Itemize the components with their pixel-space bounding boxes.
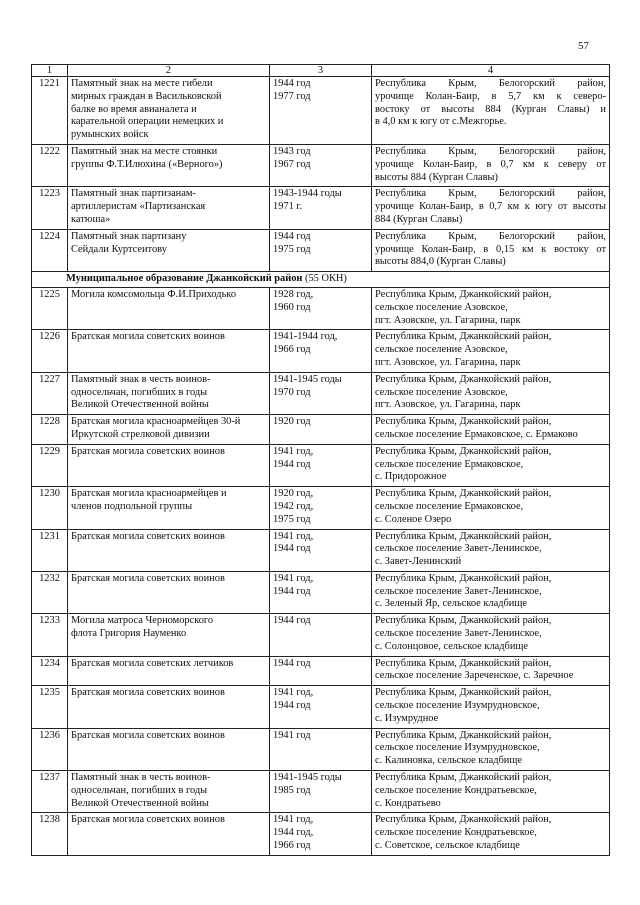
cell-line: Могила матроса Черноморского [71,615,214,627]
cell-line: балке во время авианалета и [71,103,197,115]
monument-dates [270,144,372,186]
section-count: (55 ОКН) [305,273,347,285]
monument-location [372,813,610,855]
table-row [32,444,610,486]
cell-line: Братская могила красноармейцев 30-й [71,416,241,428]
monument-name [68,372,270,414]
record-number: 1224 [32,229,68,271]
cell-line: с. Кондратьево [375,797,441,809]
table-body [32,65,610,856]
cell-line: артиллеристам «Партизанская [71,201,206,213]
cell-line: Республика Крым, Джанкойский район, [375,488,552,500]
cell-line: Могила комсомольца Ф.И.Приходько [71,288,237,300]
cell-line: Республика Крым, Белогорский район, [375,78,606,89]
cell-line: 1944 год [273,230,311,242]
cell-line: Памятный знак в честь воинов- [71,373,211,385]
cell-line: востоку от высоты 884 (Курган Славы) и [375,103,606,115]
table-row [32,287,610,329]
monument-location [372,287,610,329]
monument-dates [270,686,372,728]
cell-line: группы Ф.Т.Илюхина («Верного») [71,158,223,170]
monument-name [68,229,270,271]
cell-line: 1970 год [273,386,311,398]
monument-name [68,686,270,728]
table-row [32,77,610,145]
table-row [32,614,610,656]
monument-name [68,287,270,329]
cell-line: Республика Крым, Джанкойский район, [375,373,552,385]
cell-line: 1971 г. [273,201,303,213]
monument-location [372,529,610,571]
record-number: 1226 [32,330,68,372]
cell-line: 1944 год [273,543,311,555]
record-number: 1233 [32,614,68,656]
cell-line: Республика Крым, Белогорский район, [375,145,606,157]
cell-line: 1941-1945 годы [273,772,342,784]
cell-line: сельское поселение Ермаковское, с. Ермаково [375,428,578,440]
cell-line: с. Зеленый Яр, сельское кладбище [375,598,527,610]
monument-dates [270,77,372,145]
monument-dates [270,330,372,372]
monument-name [68,656,270,686]
record-number: 1225 [32,287,68,329]
cell-line: с. Придорожное [375,471,447,483]
cell-line: членов подпольной группы [71,500,193,512]
cell-line: Братская могила советских воинов [71,331,225,343]
cell-line: 1944 год, [273,827,314,839]
cell-line: Республика Крым, Джанкойский район, [375,657,552,669]
record-number: 1221 [32,77,68,145]
record-number: 1237 [32,771,68,813]
record-number: 1236 [32,728,68,770]
monument-location [372,571,610,613]
cell-line: 1960 год [273,301,311,313]
cell-line: 1943-1944 годы [273,188,342,200]
cell-line: 1966 год [273,344,311,356]
cell-line: с. Калиновка, сельское кладбище [375,755,522,767]
cell-line: урочище Колан-Баир, в 0,15 км к востоку от [375,243,606,255]
section-title: Муниципальное образование Джанкойский район [66,273,303,285]
record-number: 1235 [32,686,68,728]
monument-location [372,372,610,414]
monument-name [68,614,270,656]
record-number: 1222 [32,144,68,186]
cell-line: флота Григория Науменко [71,628,187,640]
column-number-row [32,65,610,77]
monument-name [68,813,270,855]
cell-line: Братская могила советских воинов [71,687,225,699]
cell-line: Республика Крым, Джанкойский район, [375,288,552,300]
record-number: 1229 [32,444,68,486]
record-number: 1223 [32,187,68,229]
cell-line: 1941-1944 год, [273,331,338,343]
monument-name [68,187,270,229]
cell-line: 1941 год [273,729,311,741]
cell-line: карательной операции немецких и [71,116,224,128]
monument-dates [270,656,372,686]
monuments-register-table [31,64,610,856]
cell-line: 1941 год, [273,445,314,457]
cell-line: Республика Крым, Джанкойский район, [375,729,552,741]
cell-line: Братская могила красноармейцев и [71,488,227,500]
cell-line: с. Советское, сельское кладбище [375,840,520,852]
cell-line: высоты 884,0 (Курган Славы) [375,256,506,268]
monument-name [68,415,270,445]
cell-line: 1941 год, [273,687,314,699]
cell-line: сельское поселение Кондратьевское, [375,827,537,839]
monument-dates [270,444,372,486]
cell-line: сельское поселение Изумрудновское, [375,742,540,754]
column-number-3: 3 [270,65,372,77]
cell-line: односельчан, погибших в годы [71,386,208,398]
record-number: 1238 [32,813,68,855]
table-row [32,656,610,686]
cell-line: Братская могила советских воинов [71,572,225,584]
cell-line: сельское поселение Азовское, [375,344,508,356]
cell-line: сельское поселение Азовское, [375,386,508,398]
cell-line: сельское поселение Ермаковское, [375,500,524,512]
cell-line: Великой Отечественной войны [71,399,209,411]
cell-line: 1975 год [273,513,311,525]
cell-line: с. Завет-Ленинский [375,556,462,568]
cell-line: Республика Крым, Джанкойский район, [375,687,552,699]
monument-dates [270,372,372,414]
monument-location [372,771,610,813]
cell-line: Великой Отечественной войны [71,797,209,809]
cell-line: 1941 год, [273,814,314,826]
monument-dates [270,415,372,445]
cell-line: сельское поселение Завет-Ленинское, [375,543,542,555]
cell-line: Памятный знак на месте гибели [71,78,213,89]
cell-line: 1942 год, [273,500,314,512]
cell-line: Братская могила советских летчиков [71,657,234,669]
cell-line: 1977 год [273,90,311,102]
monument-name [68,487,270,529]
cell-line: с. Соленое Озеро [375,513,452,525]
monument-location [372,330,610,372]
cell-line: высоты 884 (Курган Славы) [375,171,498,183]
cell-line: 1941 год, [273,572,314,584]
monument-dates [270,728,372,770]
cell-line: катюша» [71,213,111,225]
cell-line: Республика Крым, Джанкойский район, [375,416,552,428]
table-row [32,187,610,229]
cell-line: Республика Крым, Джанкойский район, [375,814,552,826]
table-row [32,229,610,271]
cell-line: румынских войск [71,129,149,141]
monument-location [372,444,610,486]
monument-dates [270,487,372,529]
cell-line: 1920 год [273,416,311,428]
table-row [32,144,610,186]
cell-line: 1928 год, [273,288,314,300]
cell-line: урочище Колан-Баир, в 5,7 км к северо- [375,90,606,102]
cell-line: Иркутской стрелковой дивизии [71,428,210,440]
table-row [32,415,610,445]
monument-location [372,77,610,145]
monument-location [372,656,610,686]
monument-name [68,77,270,145]
cell-line: пгт. Азовское, ул. Гагарина, парк [375,314,521,326]
table-row [32,487,610,529]
cell-line: Памятный знак на месте стоянки [71,145,218,157]
cell-line: Памятный знак партизану [71,230,187,242]
monument-name [68,144,270,186]
cell-line: пгт. Азовское, ул. Гагарина, парк [375,399,521,411]
monument-dates [270,813,372,855]
column-number-2: 2 [68,65,270,77]
cell-line: сельское поселение Завет-Ленинское, [375,628,542,640]
cell-line: урочище Колан-Баир, в 0,7 км к югу от высоты [375,201,606,213]
cell-line: односельчан, погибших в годы [71,784,208,796]
cell-line: сельское поселение Кондратьевское, [375,784,537,796]
cell-line: 1944 год [273,458,311,470]
cell-line: Республика Крым, Джанкойский район, [375,530,552,542]
cell-line: 1985 год [273,784,311,796]
monument-location [372,415,610,445]
table-row [32,686,610,728]
cell-line: 1941-1945 годы [273,373,342,385]
record-number: 1232 [32,571,68,613]
cell-line: Республика Крым, Джанкойский район, [375,772,552,784]
monument-dates [270,571,372,613]
monument-name [68,728,270,770]
cell-line: Республика Крым, Джанкойский район, [375,572,552,584]
cell-line: 1944 год [273,657,311,669]
cell-line: Памятный знак партизанам- [71,188,196,200]
monument-location [372,614,610,656]
cell-line: урочище Колан-Баир, в 0,7 км к северу от [375,158,606,170]
cell-line: 1920 год, [273,488,314,500]
monument-name [68,330,270,372]
cell-line: 1966 год [273,840,311,852]
monument-dates [270,229,372,271]
cell-line: Республика Крым, Джанкойский район, [375,615,552,627]
cell-line: с. Солонцовое, сельское кладбище [375,640,528,652]
cell-line: Братская могила советских воинов [71,729,225,741]
monument-name [68,771,270,813]
section-heading [32,272,610,288]
cell-line: Памятный знак в честь воинов- [71,772,211,784]
cell-line: Братская могила советских воинов [71,530,225,542]
monument-dates [270,529,372,571]
cell-line: с. Изумрудное [375,712,439,724]
record-number: 1231 [32,529,68,571]
cell-line: сельское поселение Зареченское, с. Заречное [375,670,574,682]
cell-line: мирных граждан в Васильковской [71,90,222,102]
cell-line: пгт. Азовское, ул. Гагарина, парк [375,356,521,368]
cell-line: 1944 год [273,615,311,627]
record-number: 1230 [32,487,68,529]
record-number: 1228 [32,415,68,445]
record-number: 1234 [32,656,68,686]
cell-line: Республика Крым, Белогорский район, [375,230,606,242]
column-number-4: 4 [372,65,610,77]
monument-location [372,686,610,728]
cell-line: сельское поселение Ермаковское, [375,458,524,470]
cell-line: сельское поселение Завет-Ленинское, [375,585,542,597]
table-row [32,771,610,813]
monument-dates [270,614,372,656]
monument-location [372,728,610,770]
page-number: 57 [578,40,589,52]
table-row [32,728,610,770]
cell-line: Республика Крым, Джанкойский район, [375,445,552,457]
monument-location [372,229,610,271]
cell-line: сельское поселение Изумрудновское, [375,700,540,712]
section-row [32,272,610,288]
monument-name [68,444,270,486]
table-row [32,372,610,414]
monument-dates [270,771,372,813]
table-row [32,571,610,613]
monument-location [372,144,610,186]
cell-line: 1944 год [273,585,311,597]
cell-line: сельское поселение Азовское, [375,301,508,313]
cell-line: 1944 год [273,78,311,89]
table-row [32,529,610,571]
cell-line: в 4,0 км к югу от с.Межгорье. [375,116,507,128]
monument-location [372,187,610,229]
column-number-1: 1 [32,65,68,77]
record-number: 1227 [32,372,68,414]
cell-line: Сейдали Куртсеитову [71,243,167,255]
cell-line: 1975 год [273,243,311,255]
cell-line: Республика Крым, Белогорский район, [375,188,606,200]
cell-line: 1941 год, [273,530,314,542]
cell-line: 1943 год [273,145,311,157]
cell-line: Братская могила советских воинов [71,445,225,457]
cell-line: Братская могила советских воинов [71,814,225,826]
monument-name [68,571,270,613]
cell-line: Республика Крым, Джанкойский район, [375,331,552,343]
table-row [32,330,610,372]
monument-location [372,487,610,529]
cell-line: 1944 год [273,700,311,712]
table-row [32,813,610,855]
monument-name [68,529,270,571]
monument-dates [270,287,372,329]
monument-dates [270,187,372,229]
cell-line: 884 (Курган Славы) [375,213,463,225]
cell-line: 1967 год [273,158,311,170]
